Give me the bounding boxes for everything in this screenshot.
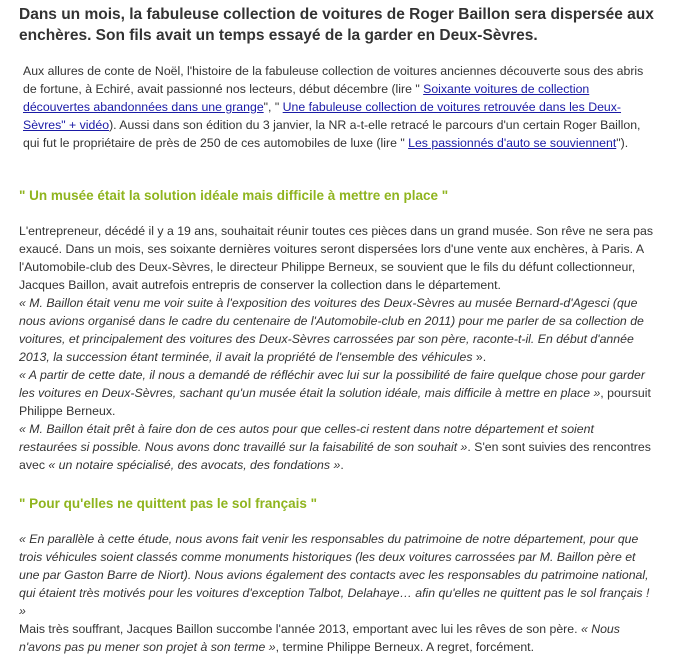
article-title [19,4,659,46]
quote-1: « M. Baillon était venu me voir suite à l'exposition des voitures des Deux-Sèvres au musée Bernard-d'Agesci (que nous avions organisé dans le cadre du centenaire de l'Automobile-club en 2011) pour me parler de sa collection de voitures, et principalement des voitures des Deux-Sèvres carrossées par son père, raconte-t-il. En début d'année 2013, la succession étant terminée, il avait la propriété de l'ensemble des véhicules [19,296,644,364]
section1-intro-text: L'entrepreneur, décédé il y a 19 ans, souhaitait réunir toutes ces pièces dans un grand musée. Son rêve ne sera pas exaucé. Dans un mois, ses soixante dernières voitures seront dispersées lors d'une vente aux enchères, à Paris. A l'Automobile-club des Deux-Sèvres, le directeur Philippe Berneux, se souvient que le fils du défunt collectionneur, Jacques Baillon, avait autrefois entrepris de conserver la collection dans le département. [19,224,653,292]
section2-paragraph [19,530,653,656]
section2-text: Mais très souffrant, Jacques Baillon succombe l'année 2013, emportant avec lui les rêves de son père. [19,622,581,636]
intro-text-3: ). Aussi dans son édition du 3 janvier, la NR a-t-elle retracé le parcours d'un certain Roger Baillon, qui fut le propriétaire de près de 250 de ces automobiles de luxe (lire " [23,118,641,150]
intro-paragraph [23,62,653,152]
link-soixante-voitures[interactable]: Soixante voitures de collection découvertes abandonnées dans une grange [23,82,590,114]
quote-3: « M. Baillon était prêt à faire don de ces autos pour que celles-ci restent dans notre département et soient restaurées si possible. Nous avons donc travaillé sur la faisabilité de son souhait » [19,422,594,454]
quote-1-end: ». [472,350,487,364]
intro-text-4: "). [616,136,629,150]
section1-paragraph [19,222,653,474]
quote-5: « Nous n'avons pas pu mener son projet à son terme » [19,622,620,654]
section-heading-sol-francais: " Pour qu'elles ne quittent pas le sol français " [19,496,318,511]
quote-3-tail: . [340,458,344,472]
quote-2-end: , poursuit Philippe Berneux. [19,386,651,418]
intro-text-1: Aux allures de conte de Noël, l'histoire de la fabuleuse collection de voitures anciennes découverte sous des abris de fortune, à Echiré, avait passionné nos lecteurs, début décembre (lire " [23,64,644,96]
article-title-line-2: enchères. Son fils avait un temps essayé de la garder en Deux-Sèvres. [19,27,538,44]
link-fabuleuse-collection[interactable]: Une fabuleuse collection de voitures retrouvée dans les Deux-Sèvres" + vidéo [23,100,622,132]
section2-end: , termine Philippe Berneux. A regret, forcément. [275,640,535,654]
section-heading-musee: " Un musée était la solution idéale mais difficile à mettre en place " [19,188,449,203]
quote-3-mid: . S'en sont suivies des rencontres avec [19,440,651,472]
quote-2: « A partir de cette date, il nous a demandé de réfléchir avec lui sur la possibilité de faire quelque chose pour garder les voitures en Deux-Sèvres, sachant qu'un musée était la solution idéale, mais difficile à mettre en place » [19,368,645,400]
link-passionnes-auto[interactable]: Les passionnés d'auto se souviennent [408,136,617,150]
article-title-line-1: Dans un mois, la fabuleuse collection de voitures de Roger Baillon sera dispersée aux [19,6,654,23]
quote-4: « En parallèle à cette étude, nous avons fait venir les responsables du patrimoine de notre département, pour que trois véhicules soient classés comme monuments historiques (les deux voitures carrossées par M. Baillon père et une par Gaston Barre de Niort). Nous avions également des contacts avec les responsables du patrimoine national, qui étaient très motivés pour les voitures d'exception Talbot, Delahaye… afin qu'elles ne quittent pas le sol français ! » [19,532,650,618]
quote-3-end: « un notaire spécialisé, des avocats, des fondations » [48,458,341,472]
intro-text-2: ", " [263,100,283,114]
